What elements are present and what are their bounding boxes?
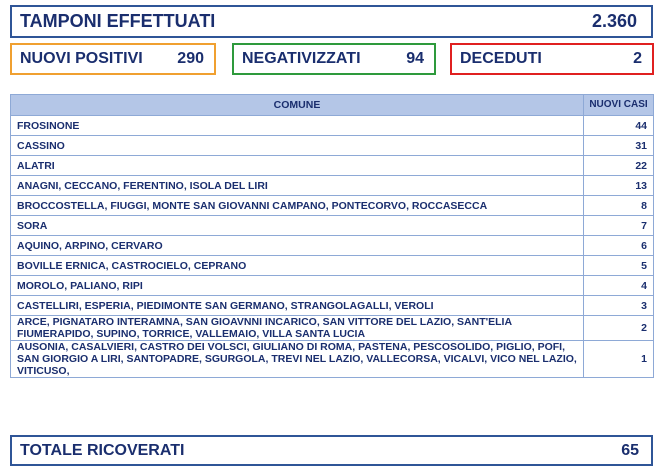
nuovi-casi-cell: 31 bbox=[584, 136, 654, 156]
comuni-table bbox=[10, 94, 654, 378]
negativizzati-box bbox=[232, 43, 436, 75]
comune-cell: CASSINO bbox=[11, 136, 584, 156]
table-row bbox=[11, 276, 654, 296]
nuovi-casi-cell: 2 bbox=[584, 316, 654, 341]
table-row bbox=[11, 116, 654, 136]
column-header-comune: COMUNE bbox=[11, 95, 584, 116]
nuovi-casi-cell: 4 bbox=[584, 276, 654, 296]
table-row bbox=[11, 216, 654, 236]
negativizzati-value: 94 bbox=[406, 50, 424, 67]
deceduti-label: DECEDUTI bbox=[460, 50, 542, 67]
table-row bbox=[11, 236, 654, 256]
nuovi-positivi-label: NUOVI POSITIVI bbox=[20, 50, 143, 67]
nuovi-casi-cell: 3 bbox=[584, 296, 654, 316]
comune-cell: FROSINONE bbox=[11, 116, 584, 136]
column-header-nuovi-casi: NUOVI CASI bbox=[584, 95, 654, 116]
nuovi-positivi-box bbox=[10, 43, 216, 75]
tamponi-box bbox=[10, 5, 653, 38]
table-row bbox=[11, 136, 654, 156]
deceduti-box bbox=[450, 43, 654, 75]
deceduti-value: 2 bbox=[633, 50, 642, 67]
nuovi-casi-cell: 6 bbox=[584, 236, 654, 256]
nuovi-positivi-value: 290 bbox=[177, 50, 204, 67]
tamponi-label: TAMPONI EFFETTUATI bbox=[20, 11, 216, 31]
table-row bbox=[11, 156, 654, 176]
comune-cell: MOROLO, PALIANO, RIPI bbox=[11, 276, 584, 296]
comune-cell: SORA bbox=[11, 216, 584, 236]
comune-cell: ALATRI bbox=[11, 156, 584, 176]
nuovi-casi-cell: 8 bbox=[584, 196, 654, 216]
comune-cell: BROCCOSTELLA, FIUGGI, MONTE SAN GIOVANNI CAMPANO, PONTECORVO, ROCCASECCA bbox=[11, 196, 584, 216]
table-row bbox=[11, 296, 654, 316]
negativizzati-label: NEGATIVIZZATI bbox=[242, 50, 361, 67]
table-row bbox=[11, 196, 654, 216]
comune-cell: ARCE, PIGNATARO INTERAMNA, SAN GIOAVNNI INCARICO, SAN VITTORE DEL LAZIO, SANT'ELIA FIUMERAPIDO, SUPINO, TORRICE, VALLEMAIO, VILLA SANTA LUCIA bbox=[11, 316, 584, 341]
table-row bbox=[11, 341, 654, 378]
table-row bbox=[11, 316, 654, 341]
nuovi-casi-cell: 22 bbox=[584, 156, 654, 176]
comune-cell: ANAGNI, CECCANO, FERENTINO, ISOLA DEL LIRI bbox=[11, 176, 584, 196]
totale-ricoverati-value: 65 bbox=[621, 441, 639, 459]
table-row bbox=[11, 256, 654, 276]
table-header-row bbox=[11, 95, 654, 116]
nuovi-casi-cell: 13 bbox=[584, 176, 654, 196]
table-row bbox=[11, 176, 654, 196]
nuovi-casi-cell: 44 bbox=[584, 116, 654, 136]
comune-cell: AQUINO, ARPINO, CERVARO bbox=[11, 236, 584, 256]
comune-cell: CASTELLIRI, ESPERIA, PIEDIMONTE SAN GERMANO, STRANGOLAGALLI, VEROLI bbox=[11, 296, 584, 316]
nuovi-casi-cell: 7 bbox=[584, 216, 654, 236]
nuovi-casi-cell: 1 bbox=[584, 341, 654, 378]
comune-cell: AUSONIA, CASALVIERI, CASTRO DEI VOLSCI, GIULIANO DI ROMA, PASTENA, PESCOSOLIDO, PIGLIO, POFI, SAN GIORGIO A LIRI, SANTOPADRE, SGURGOLA, TREVI NEL LAZIO, VALLECORSA, VICALVI, VICO NEL LAZIO, VITICUSO, bbox=[11, 341, 584, 378]
tamponi-value: 2.360 bbox=[591, 11, 637, 31]
nuovi-casi-cell: 5 bbox=[584, 256, 654, 276]
totale-ricoverati-box bbox=[10, 435, 653, 466]
comune-cell: BOVILLE ERNICA, CASTROCIELO, CEPRANO bbox=[11, 256, 584, 276]
totale-ricoverati-label: TOTALE RICOVERATI bbox=[20, 441, 185, 459]
